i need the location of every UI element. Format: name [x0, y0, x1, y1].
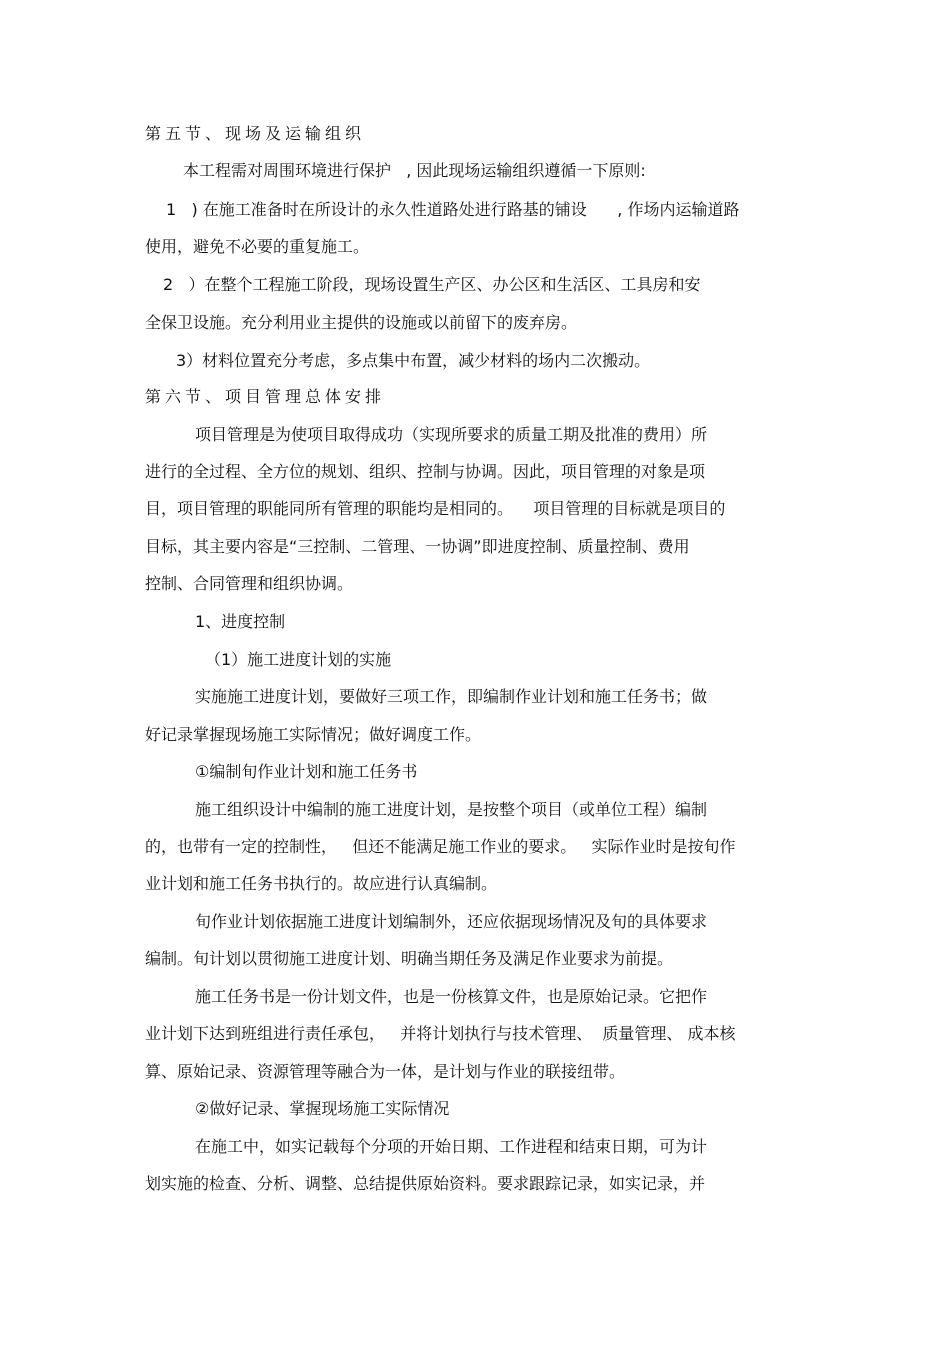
paragraph-line: 3）材料位置充分考虑，多点集中布置，减少材料的场内二次搬动。	[176, 351, 651, 370]
paragraph-line: 全保卫设施。充分利用业主提供的设施或以前留下的废弃房。	[145, 313, 578, 332]
paragraph-line: 控制、合同管理和组织协调。	[145, 574, 354, 593]
paragraph-line: 实施施工进度计划，要做好三项工作，即编制作业计划和施工任务书；做	[195, 687, 708, 706]
paragraph-line: 好记录掌握现场施工实际情况；做好调度工作。	[145, 725, 482, 744]
paragraph-line: 旬作业计划依据施工进度计划编制外，还应依据现场情况及旬的具体要求	[195, 912, 708, 931]
paragraph-line: 2 ）在整个工程施工阶段，现场设置生产区、办公区和生活区、工具房和安	[163, 275, 701, 294]
paragraph-line: 在施工中，如实记载每个分项的开始日期、工作进程和结束日期，可为计	[195, 1137, 708, 1156]
paragraph-line: 目标，其主要内容是“三控制、二管理、一协调”即进度控制、质量控制、费用	[145, 537, 690, 556]
paragraph-line: 算、原始记录、资源管理等融合为一体，是计划与作业的联接纽带。	[145, 1062, 626, 1081]
paragraph-line: 施工组织设计中编制的施工进度计划，是按整个项目（或单位工程）编制	[195, 800, 708, 819]
paragraph-line: 项目管理是为使项目取得成功（实现所要求的质量工期及批准的费用）所	[195, 425, 708, 444]
subheading-line: 1、进度控制	[195, 612, 286, 631]
subheading-line: ②做好记录、掌握现场施工实际情况	[195, 1099, 450, 1118]
section-5-heading: 第五节、现场及运输组织	[145, 124, 366, 143]
paragraph-line: 目，项目管理的职能同所有管理的职能均是相同的。 项目管理的目标就是项目的	[145, 499, 726, 518]
paragraph-line: 业计划和施工任务书执行的。故应进行认真编制。	[145, 874, 498, 893]
paragraph-line: 使用，避免不必要的重复施工。	[145, 237, 370, 256]
subheading-line: ①编制旬作业计划和施工任务书	[195, 762, 418, 781]
paragraph-line: 1 ) 在施工准备时在所设计的永久性道路处进行路基的铺设 , 作场内运输道路	[166, 200, 740, 219]
paragraph-line: 业计划下达到班组进行责任承包， 并将计划执行与技术管理、 质量管理、 成本核	[145, 1024, 736, 1043]
paragraph-line: 施工任务书是一份计划文件，也是一份核算文件，也是原始记录。它把作	[195, 987, 708, 1006]
paragraph-line: 本工程需对周围环境进行保护 , 因此现场运输组织遵循一下原则:	[183, 161, 646, 180]
section-6-heading: 第六节、项目管理总体安排	[145, 387, 386, 406]
paragraph-line: 划实施的检查、分析、调整、总结提供原始资料。要求跟踪记录，如实记录，并	[145, 1174, 706, 1193]
paragraph-line: 进行的全过程、全方位的规划、组织、控制与协调。因此，项目管理的对象是项	[145, 462, 706, 481]
subheading-line: （1）施工进度计划的实施	[205, 650, 392, 669]
paragraph-line: 的，也带有一定的控制性， 但还不能满足施工作业的要求。 实际作业时是按旬作	[145, 837, 736, 856]
paragraph-line: 编制。旬计划以贯彻施工进度计划、明确当期任务及满足作业要求为前提。	[145, 949, 674, 968]
